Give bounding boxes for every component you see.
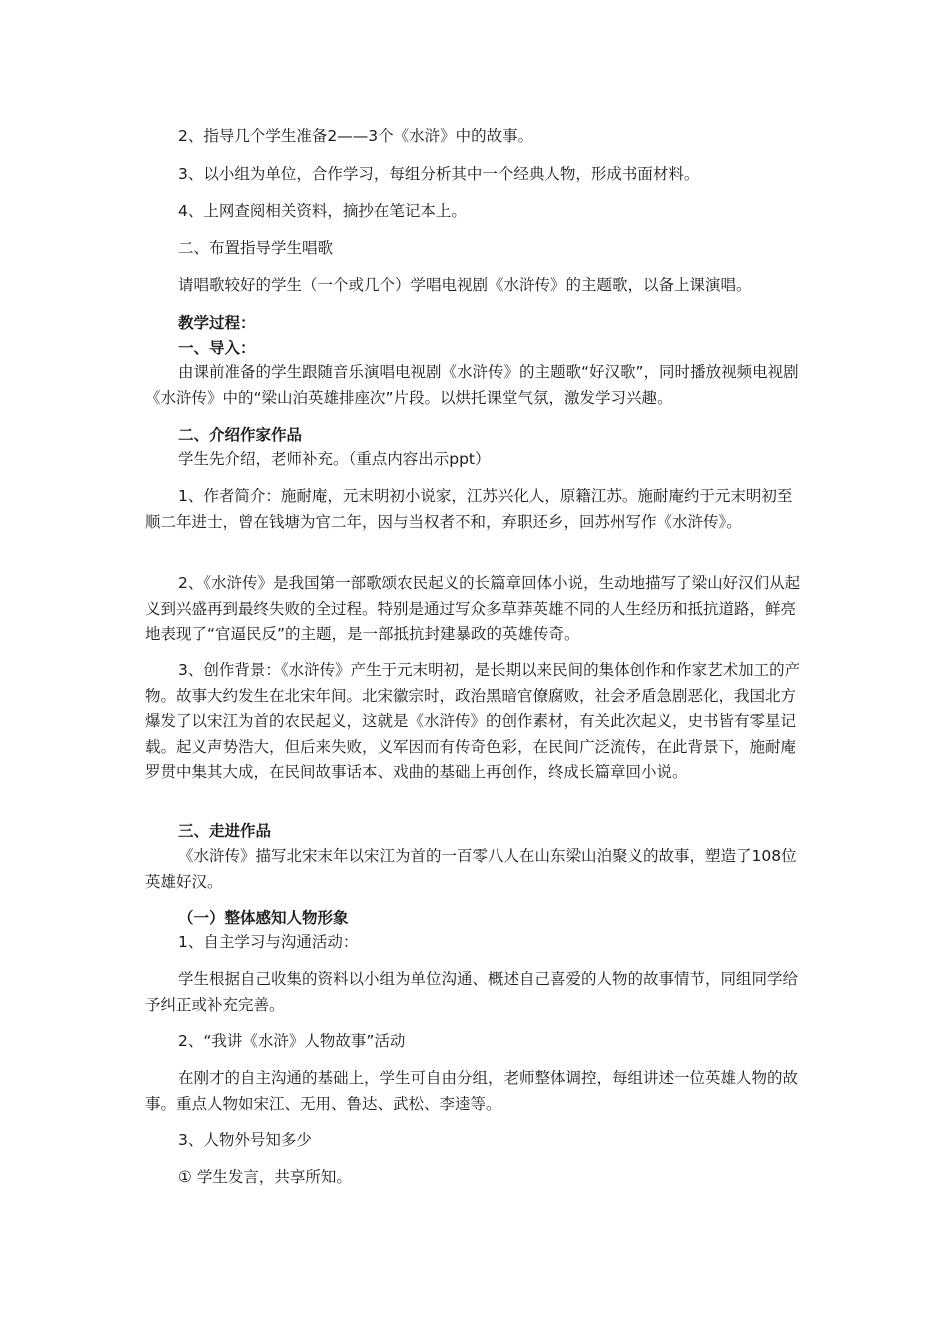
paragraph-background: 3、创作背景：《水浒传》产生于元末明初，是长期以来民间的集体创作和作家艺术加工的产物。故事大约发生在北宋年间。北宋徽宗时，政治黑暗官僚腐败，社会矛盾急剧恶化，我国北方爆发了以宋江为首的农民起义，这就是《水浒传》的创作素材，有关此次起义，史书皆有零星记载。起义声势浩大，但后来失败，义军因而有传奇色彩，在民间广泛流传，在此背景下，施耐庵罗贯中集其大成，在民间故事话本、戏曲的基础上再创作，终成长篇章回小说。 — [145, 661, 801, 781]
paragraph-student-intro: 学生先介绍，老师补充。（重点内容出示ppt） — [178, 450, 491, 468]
heading-into-work: 三、走进作品 — [178, 822, 272, 840]
heading-character-perception: （一）整体感知人物形象 — [178, 909, 349, 927]
paragraph-student-speech: ① 学生发言，共享所知。 — [178, 1168, 352, 1186]
paragraph-group-study: 3、以小组为单位，合作学习，每组分析其中一个经典人物，形成书面材料。 — [178, 165, 700, 183]
paragraph-introduction: 由课前准备的学生跟随音乐演唱电视剧《水浒传》的主题歌“好汉歌”，同时播放视频电视剧《水浒传》中的“梁山泊英雄排座次”片段。以烘托课堂气氛，激发学习兴趣。 — [145, 363, 799, 407]
paragraph-novel-overview: 2、《水浒传》是我国第一部歌颂农民起义的长篇章回体小说，生动地描写了梁山好汉们从起义到兴盛再到最终失败的全过程。特别是通过写众多草莽英雄不同的人生经历和抵抗道路，鲜亮地表现了“官逼民反”的主题，是一部抵抗封建暴政的英雄传奇。 — [145, 574, 801, 643]
paragraph-work-summary: 《水浒传》描写北宋末年以宋江为首的一百零八人在山东梁山泊聚义的故事，塑造了108位英雄好汉。 — [145, 847, 797, 891]
paragraph-prep-stories: 2、指导几个学生准备2——3个《水浒》中的故事。 — [178, 127, 534, 145]
heading-author-works: 二、介绍作家作品 — [178, 426, 303, 444]
paragraph-author-profile: 1、作者简介：施耐庵，元末明初小说家，江苏兴化人，原籍江苏。施耐庵约于元末明初至顺二年进士，曾在钱塘为官二年，因与当权者不和，弃职还乡，回苏州写作《水浒传》。 — [145, 487, 793, 531]
heading-singing: 二、布置指导学生唱歌 — [178, 239, 334, 257]
paragraph-singing: 请唱歌较好的学生（一个或几个）学唱电视剧《水浒传》的主题歌，以备上课演唱。 — [178, 276, 752, 294]
paragraph-search-online: 4、上网查阅相关资料，摘抄在笔记本上。 — [178, 202, 467, 220]
paragraph-group-share: 学生根据自己收集的资料以小组为单位沟通、概述自己喜爱的人物的故事情节，同组同学给予纠正或补充完善。 — [145, 970, 799, 1014]
paragraph-story-activity: 2、“我讲《水浒》人物故事”活动 — [178, 1032, 406, 1050]
heading-introduction: 一、导入： — [178, 339, 256, 357]
paragraph-self-study: 1、自主学习与沟通活动： — [178, 933, 359, 951]
paragraph-nicknames: 3、人物外号知多少 — [178, 1131, 312, 1149]
heading-teaching-process: 教学过程： — [178, 314, 256, 332]
paragraph-group-storytelling: 在刚才的自主沟通的基础上，学生可自由分组，老师整体调控，每组讲述一位英雄人物的故事。重点人物如宋江、无用、鲁达、武松、李逵等。 — [145, 1069, 799, 1113]
